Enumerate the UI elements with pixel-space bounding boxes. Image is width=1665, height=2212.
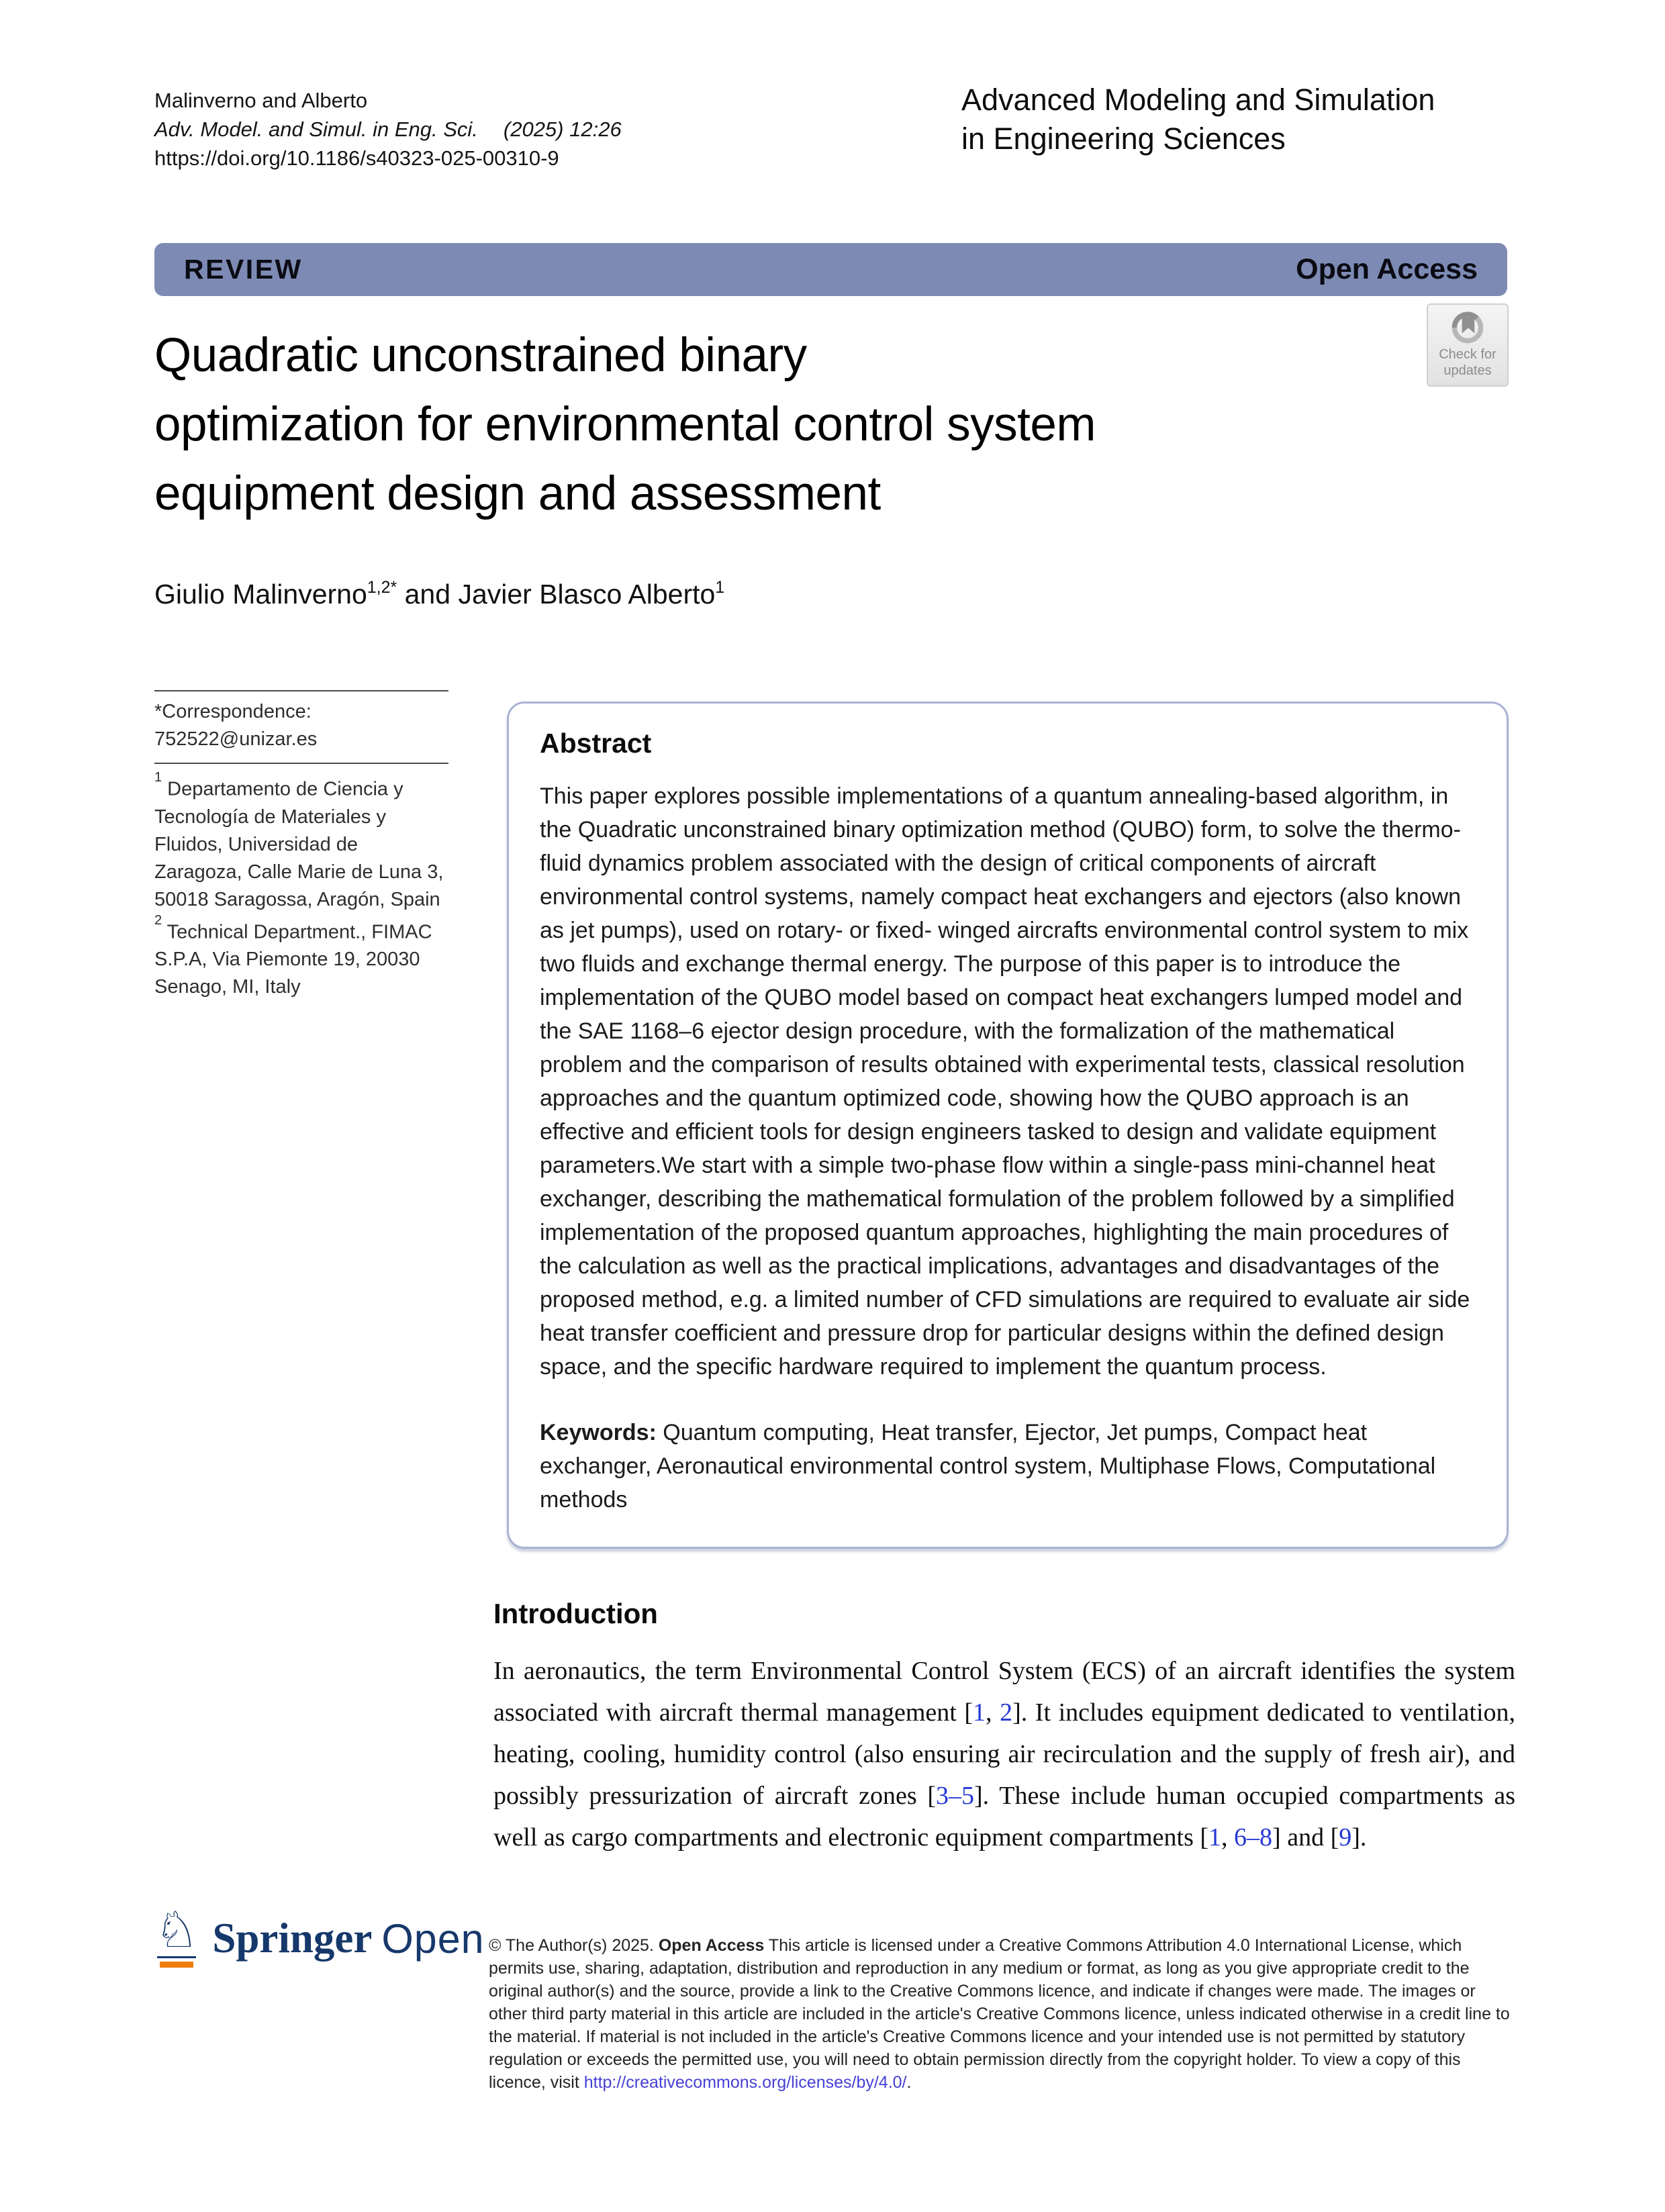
abstract-heading: Abstract [540, 728, 652, 759]
text-segment: ]. These include human occupied compartments as well as cargo compartments and electronic equipment compartments [ [493, 1782, 1515, 1852]
text-segment: In aeronautics, the term Environmental Control System (ECS) of an aircraft identifies the system associated with aircraft thermal management [ [493, 1657, 1515, 1727]
article-type-banner [154, 243, 1507, 296]
license-notice [489, 1934, 1516, 2094]
author-2-affiliation-sup: 1 [715, 578, 725, 597]
affiliation-2-text: Technical Department., FIMAC S.P.A, Via Piemonte 19, 20030 Senago, MI, Italy [154, 921, 432, 998]
journal-name-line1: Advanced Modeling and Simulation [961, 83, 1435, 117]
journal-name-line2: in Engineering Sciences [961, 122, 1286, 156]
check-for-updates-badge[interactable] [1427, 303, 1509, 387]
springer-horse-icon: ♘ [154, 1905, 199, 1968]
citation-volume-info: (2025) 12:26 [503, 117, 622, 141]
affiliation-1-sup: 1 [154, 770, 162, 785]
crossmark-icon [1428, 309, 1507, 346]
article-title [154, 321, 1430, 528]
citation-authors: Malinverno and Alberto [154, 89, 368, 112]
text-segment: ]. [1351, 1823, 1367, 1852]
text-segment: ] and [ [1272, 1823, 1339, 1852]
text-segment: This article is licensed under a Creative Commons Attribution 4.0 International License, which permits use, sharing, adaptation, distribution and reproduction in any medium or format, as long as you give appropriate credit to the original author(s) and the source, provide a link to the Creative Commons licence, and indicate if changes were made. The images or other third party material in this article are included in the article's Creative Commons licence, unless indicated otherwise in a credit line to the material. If material is not included in the article's Creative Commons licence and your intended use is not permitted by statutory regulation or exceeds the permitted use, you will need to obtain permission directly from the copyright holder. To view a copy of this licence, visit [489, 1936, 1510, 2092]
keywords-list: Quantum computing, Heat transfer, Ejector, Jet pumps, Compact heat exchanger, Aeronautical environmental control system, Multiphase Flows, Computational methods [540, 1420, 1436, 1512]
badge-text-line1: Check for [1439, 347, 1496, 362]
title-line-1: Quadratic unconstrained binary [154, 329, 807, 382]
journal-abbreviation: Adv. Model. and Simul. in Eng. Sci. [154, 117, 478, 141]
logo-open-text: Open [381, 1916, 485, 1962]
text-segment: , [1221, 1823, 1235, 1852]
affiliation-2-sup: 2 [154, 912, 162, 928]
divider [154, 763, 448, 764]
logo-orange-bar [160, 1962, 193, 1968]
author-1-name: Giulio Malinverno [154, 579, 367, 610]
title-line-2: optimization for environmental control system [154, 398, 1096, 451]
abstract-box [507, 702, 1509, 1549]
text-segment: Open Access [658, 1936, 765, 1955]
abstract-body: This paper explores possible implementations of a quantum annealing-based algorithm, in the Quadratic unconstrained binary optimization method (QUBO) form, to solve the thermo-fluid dynamics problem associated with the design of critical components of aircraft environmental control systems, namely compact heat exchangers and ejectors (also known as jet pumps), used on rotary- or fixed- winged aircrafts environmental control system to mix two fluids and exchange thermal energy. The purpose of this paper is to introduce the implementation of the QUBO model based on compact heat exchangers lumped model and the SAE 1168–6 ejector design procedure, with the formalization of the mathematical problem and the comparison of results obtained with experimental tests, classical resolution approaches and the quantum optimized code, showing how the QUBO approach is an effective and efficient tools for design engineers tasked to design and validate equipment parameters.We start with a simple two-phase flow within a single-pass mini-channel heat exchanger, describing the mathematical formulation of the problem followed by a simplified implementation of the proposed quantum approaches, highlighting the main procedures of the calculation as well as the practical implications, advantages and disadvantages of the proposed method, e.g. a limited number of CFD simulations are required to evaluate air side heat transfer coefficient and pressure drop for particular designs within the defined design space, and the specific hardware required to implement the quantum process. [540, 783, 1470, 1380]
correspondence-email[interactable]: 752522@unizar.es [154, 728, 318, 750]
citation-link[interactable]: 2 [1000, 1698, 1013, 1727]
logo-baseline [157, 1956, 196, 1958]
text-segment: , [986, 1698, 1000, 1727]
introduction-paragraph [493, 1650, 1515, 1858]
divider [154, 690, 448, 691]
introduction-heading: Introduction [493, 1597, 658, 1629]
affiliation-1 [154, 771, 450, 914]
affiliation-2 [154, 914, 450, 1002]
author-list [154, 579, 724, 610]
doi-link[interactable]: https://doi.org/10.1186/s40323-025-00310-9 [154, 146, 559, 170]
badge-text-line2: updates [1443, 363, 1492, 378]
keywords-label: Keywords: [540, 1420, 657, 1445]
correspondence-block [154, 698, 450, 753]
citation-link[interactable]: 1 [1208, 1823, 1222, 1852]
header-citation-block [154, 86, 622, 173]
citation-link[interactable]: 6–8 [1234, 1823, 1273, 1852]
citation-line [154, 115, 622, 144]
text-segment: © The Author(s) 2025. [489, 1936, 659, 1955]
keywords-paragraph [540, 1416, 1476, 1517]
journal-name [961, 81, 1435, 158]
springer-open-logo [154, 1901, 485, 1968]
affiliations-block [154, 771, 450, 1001]
correspondence-label: *Correspondence: [154, 701, 312, 722]
author-joiner: and [397, 579, 459, 610]
affiliation-1-text: Departamento de Ciencia y Tecnología de Materiales y Fluidos, Universidad de Zaragoza, Calle Marie de Luna 3, 50018 Saragossa, Aragón, Spain [154, 778, 444, 910]
sidebar-author-info [154, 690, 450, 1010]
author-2-name: Javier Blasco Alberto [458, 579, 716, 610]
logo-springer-text: Springer [212, 1915, 373, 1962]
citation-link[interactable]: 3–5 [936, 1782, 975, 1810]
citation-link[interactable]: 1 [973, 1698, 986, 1727]
article-type-label: REVIEW [184, 254, 303, 285]
open-access-label: Open Access [1296, 253, 1478, 285]
text-segment: . [906, 2073, 912, 2092]
text-segment: ]. It includes equipment dedicated to ventilation, heating, cooling, humidity control (also ensuring air recirculation and the supply of fresh air), and possibly pressurization of aircraft zones [ [493, 1698, 1515, 1810]
license-link[interactable]: http://creativecommons.org/licenses/by/4.0/ [583, 2073, 907, 2092]
title-line-3: equipment design and assessment [154, 467, 881, 520]
citation-link[interactable]: 9 [1339, 1823, 1352, 1852]
author-1-affiliation-sup: 1,2* [367, 578, 397, 597]
